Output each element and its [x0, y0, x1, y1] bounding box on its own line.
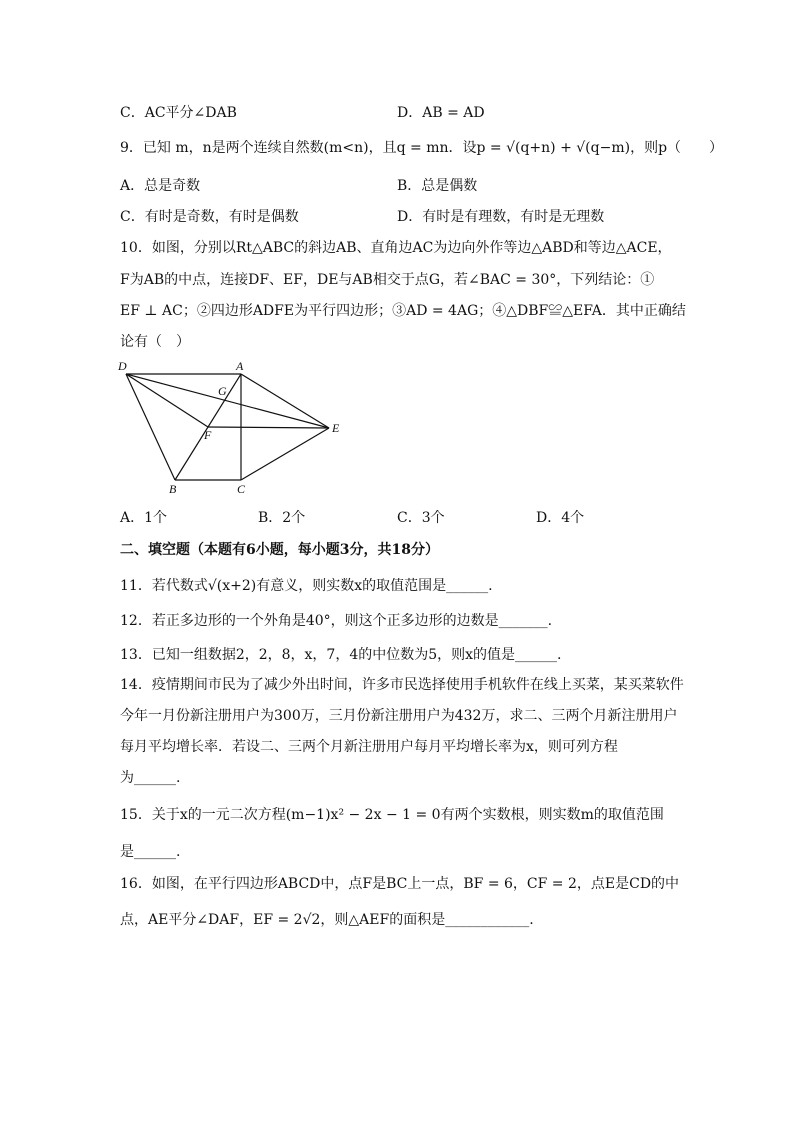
q15-line-1: 15．关于x的一元二次方程(m−1)x² − 2x − 1 = 0有两个实数根，则实数m的取值范围: [120, 807, 664, 823]
q10-option-a: A．1个: [120, 510, 168, 526]
q10-line-4: 论有（ ）: [120, 334, 190, 350]
figure-label-E: E: [332, 421, 340, 435]
q14-line-2: 今年一月份新注册用户为300万，三月份新注册用户为432万，求二、三两个月新注册用户: [120, 708, 678, 724]
section-heading: 二、填空题（本题有6小题，每小题3分，共18分）: [120, 542, 439, 558]
q10-option-c: C．3个: [397, 510, 445, 526]
q10-option-b: B．2个: [258, 510, 306, 526]
q16-line-2: 点，AE平分∠DAF，EF = 2√2，则△AEF的面积是____________.: [120, 912, 534, 928]
q9-option-d: D．有时是有理数，有时是无理数: [397, 209, 605, 225]
figure-label-F: F: [204, 428, 212, 442]
q8-option-d: D．AB = AD: [397, 105, 485, 121]
q10-line-3: EF ⊥ AC；②四边形ADFE为平行四边形；③AD = 4AG；④△DBF≌△EFA．其中正确结: [120, 303, 686, 319]
q10-geometry-figure: [114, 358, 354, 498]
q13-text: 13．已知一组数据2，2，8，x，7，4的中位数为5，则x的值是______.: [120, 647, 562, 663]
q10-line-1: 10．如图，分别以Rt△ABC的斜边AB、直角边AC为边向外作等边△ABD和等边△ACE，: [120, 240, 672, 256]
q10-option-d: D．4个: [536, 510, 585, 526]
q10-line-2: F为AB的中点，连接DF、EF，DE与AB相交于点G，若∠BAC = 30°，下列结论：①: [120, 272, 655, 288]
figure-label-C: C: [237, 482, 246, 496]
q11-text: 11．若代数式√(x+2)有意义，则实数x的取值范围是______.: [120, 578, 493, 594]
q12-text: 12．若正多边形的一个外角是40°，则这个正多边形的边数是_______.: [120, 613, 553, 629]
q14-line-1: 14．疫情期间市民为了减少外出时间，许多市民选择使用手机软件在线上买菜，某买菜软件: [120, 677, 684, 693]
q9-option-a: A．总是奇数: [120, 178, 201, 194]
q15-line-2: 是______.: [120, 844, 181, 860]
q14-line-4: 为______.: [120, 770, 181, 786]
q14-line-3: 每月平均增长率．若设二、三两个月新注册用户每月平均增长率为x，则可列方程: [120, 739, 618, 755]
figure-label-G: G: [218, 384, 227, 398]
q8-option-c: C．AC平分∠DAB: [120, 105, 237, 121]
q16-line-1: 16．如图，在平行四边形ABCD中，点F是BC上一点，BF = 6，CF = 2，点E是CD的中: [120, 876, 680, 892]
figure-label-D: D: [118, 359, 127, 373]
q9-stem: 9．已知 m，n是两个连续自然数(m<n)，且q = mn．设p = √(q+n) + √(q−m)，则p（ ）: [120, 140, 724, 156]
figure-label-A: A: [236, 359, 244, 373]
q9-option-c: C．有时是奇数，有时是偶数: [120, 209, 299, 225]
figure-label-B: B: [169, 482, 177, 496]
q9-option-b: B．总是偶数: [397, 178, 478, 194]
